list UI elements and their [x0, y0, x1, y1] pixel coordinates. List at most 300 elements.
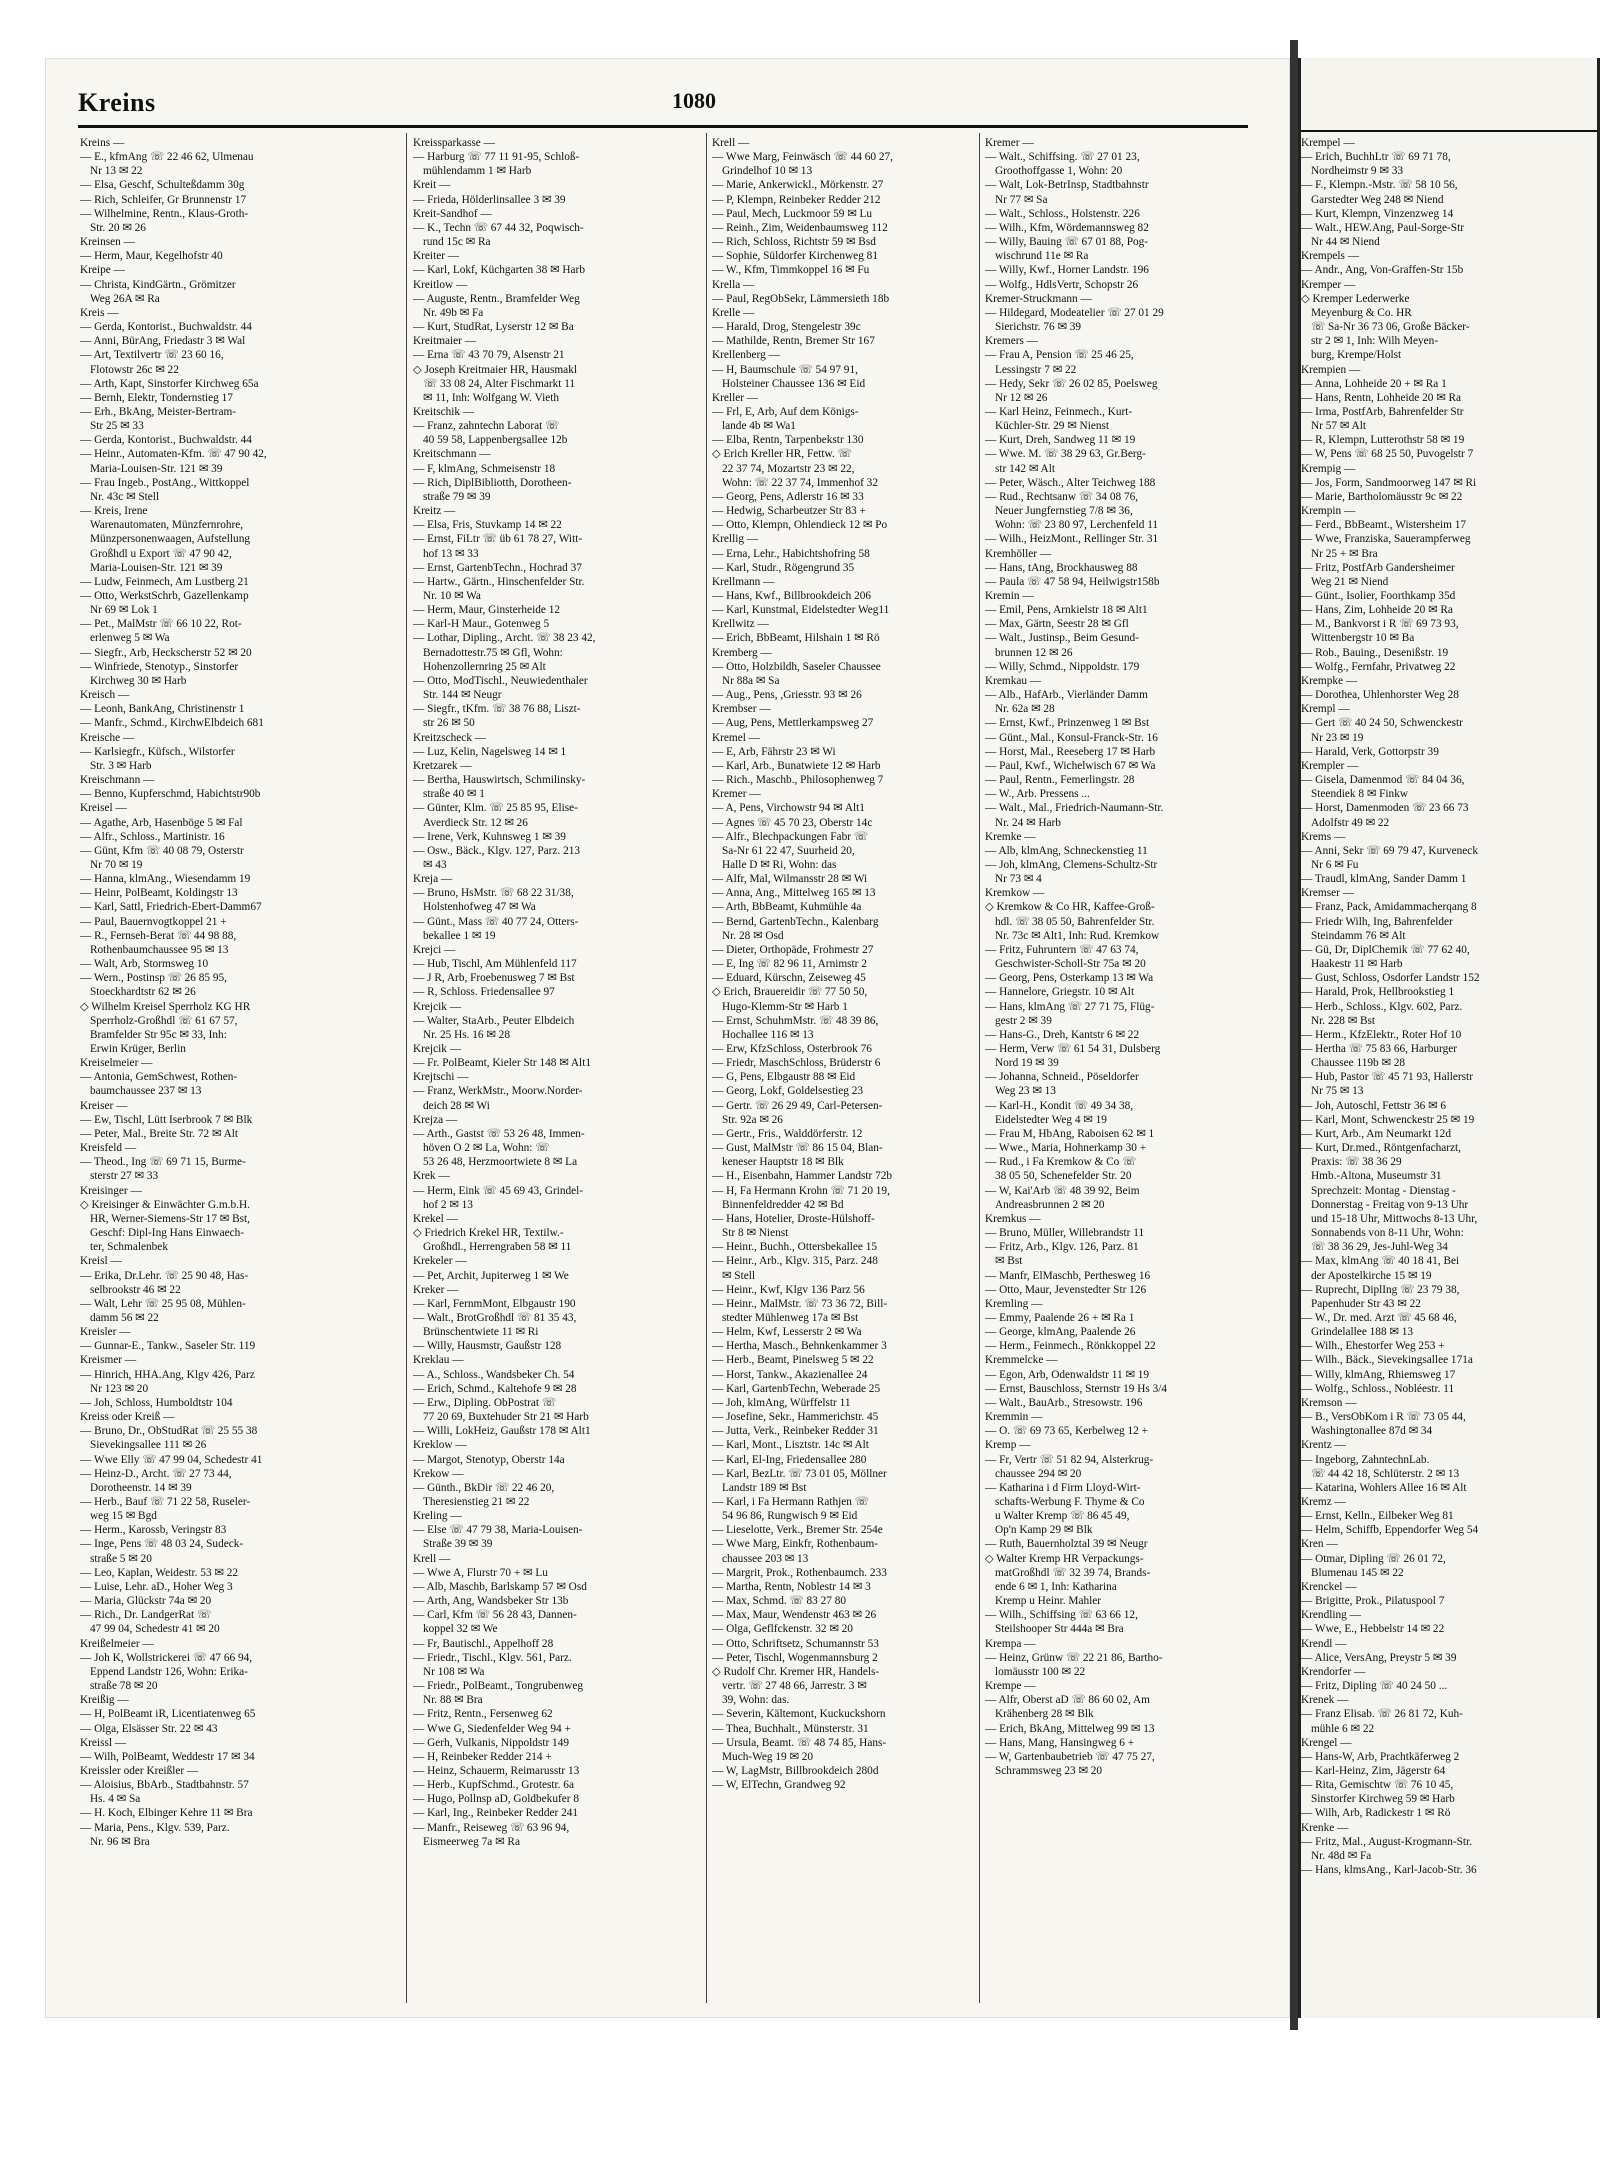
directory-entry: — Friedr., Tischl., Klgv. 561, Parz.	[413, 1651, 572, 1664]
directory-entry: — Herb., Schloss., Klgv. 602, Parz.	[1301, 1000, 1463, 1013]
directory-entry: Krempa —	[985, 1637, 1036, 1650]
directory-entry: — Dieter, Orthopäde, Frohmestr 27	[712, 943, 874, 956]
directory-entry: Eismeerweg 7a ✉ Ra	[423, 1835, 520, 1848]
directory-entry: ✉ 43	[423, 858, 447, 871]
directory-entry: Krempels —	[1301, 250, 1360, 263]
directory-entry: Neuer Jungfernstieg 7/8 ✉ 36,	[995, 505, 1133, 518]
directory-entry: Hugo-Klemm-Str ✉ Harb 1	[722, 1000, 848, 1013]
directory-entry: — Agathe, Arb, Hasenböge 5 ✉ Fal	[80, 816, 243, 829]
directory-entry: Halle D ✉ Ri, Wohn: das	[722, 858, 837, 871]
directory-entry: — M., Bankvorst i R ☏ 69 73 93,	[1301, 618, 1459, 631]
directory-entry: — W, Kai'Arb ☏ 48 39 92, Beim	[985, 1184, 1140, 1197]
directory-entry: — Max, Maur, Wendenstr 463 ✉ 26	[712, 1609, 877, 1622]
directory-entry: — Wwe Marg, Feinwäsch ☏ 44 60 27,	[712, 151, 893, 164]
directory-entry: — W, ElTechn, Grandweg 92	[712, 1779, 846, 1792]
directory-entry: — Wwe., Maria, Hohnerkamp 30 +	[985, 1142, 1147, 1155]
directory-entry: — Hans, Zim, Lohheide 20 ✉ Ra	[1301, 604, 1453, 617]
directory-entry: Meyenburg & Co. HR	[1311, 306, 1412, 319]
directory-entry: — Fr, Bautischl., Appelhoff 28	[413, 1637, 554, 1650]
directory-entry: Nr. 28 ✉ Osd	[722, 929, 784, 942]
directory-entry: — Joh K, Wollstrickerei ☏ 47 66 94,	[80, 1651, 253, 1664]
directory-entry: — Karl, Mont, Schwenckestr 25 ✉ 19	[1301, 1113, 1475, 1126]
directory-entry: — A., Schloss., Wandsbeker Ch. 54	[413, 1368, 575, 1381]
directory-entry: Krejcik —	[413, 1043, 461, 1055]
directory-entry: Krekel —	[413, 1212, 458, 1225]
directory-entry: 47 99 04, Schedestr 41 ✉ 20	[90, 1623, 220, 1636]
directory-entry: Kreisch —	[80, 689, 130, 702]
directory-entry: — E, Ing ☏ 82 96 11, Arnimstr 2	[712, 958, 867, 971]
directory-entry: Krempin —	[1301, 505, 1356, 518]
directory-entry: — Rich., Maschb., Philosophenweg 7	[712, 774, 884, 787]
directory-entry: — Pet, Archit, Jupiterweg 1 ✉ We	[413, 1269, 569, 1282]
directory-entry: — Frau A, Pension ☏ 25 46 25,	[985, 349, 1134, 362]
directory-entry: 38 05 50, Schenefelder Str. 20	[995, 1170, 1132, 1183]
directory-entry: — Herm., KfzElektr., Roter Hof 10	[1301, 1028, 1462, 1041]
directory-entry: — Wilh., Kfm, Wördemannsweg 82	[985, 221, 1149, 234]
directory-entry: Kreisfeld —	[80, 1142, 137, 1155]
directory-entry: — W, LagMstr, Billbrookdeich 280d	[712, 1764, 879, 1777]
directory-entry: Geschf: Dipl-Ing Hans Einwaech-	[90, 1227, 245, 1240]
directory-entry: Kremper —	[1301, 278, 1356, 291]
directory-entry: matGroßhdl ☏ 32 39 74, Brands-	[995, 1566, 1151, 1579]
directory-entry: — Heinr., Buchh., Ottersbekallee 15	[712, 1241, 878, 1254]
directory-entry: — Joh, Autoschl, Fettstr 36 ✉ 6	[1301, 1099, 1447, 1112]
directory-entry: Kreins —	[80, 137, 125, 149]
directory-entry: Sonnabends von 8-11 Uhr, Wohn:	[1311, 1227, 1464, 1240]
directory-entry: — Paul, RegObSekr, Lämmersieth 18b	[712, 292, 890, 305]
directory-entry: der Apostelkirche 15 ✉ 19	[1311, 1269, 1432, 1282]
directory-entry: ◇ Friedrich Krekel HR, Textilw.-	[413, 1227, 564, 1240]
directory-entry: ✉ Stell	[722, 1269, 756, 1282]
directory-entry: ☏ 38 36 29, Jes-Juhl-Weg 34	[1311, 1241, 1448, 1254]
directory-entry: — Antonia, GemSchwest, Rothen-	[80, 1071, 238, 1084]
directory-entry: — H, Fa Hermann Krohn ☏ 71 20 19,	[712, 1184, 890, 1197]
directory-entry: Sierichstr. 76 ✉ 39	[995, 321, 1082, 334]
directory-entry: Maria-Louisen-Str. 121 ✉ 39	[90, 561, 223, 574]
directory-entry: — Bertha, Hauswirtsch, Schmilinsky-	[413, 774, 586, 787]
directory-entry: — E, Arb, Fährstr 23 ✉ Wi	[712, 745, 836, 758]
directory-entry: — Walt, Arb, Stormsweg 10	[80, 958, 209, 971]
directory-entry: Kretzarek —	[413, 759, 472, 772]
directory-entry: — R., Fernseh-Berat ☏ 44 98 88,	[80, 929, 237, 942]
directory-entry: und 15-18 Uhr, Mittwochs 8-13 Uhr,	[1311, 1212, 1478, 1225]
directory-entry: Krendling —	[1301, 1609, 1361, 1622]
directory-entry: — Hans, klmAng ☏ 27 71 75, Flüg-	[985, 1000, 1155, 1013]
directory-entry: 22 37 74, Mozartstr 23 ✉ 22,	[722, 462, 855, 475]
directory-entry: lomäusstr 100 ✉ 22	[995, 1665, 1086, 1678]
directory-entry: — Georg, Pens, Adlerstr 16 ✉ 33	[712, 490, 864, 503]
directory-entry: — Karl, BezLtr. ☏ 73 01 05, Möllner	[712, 1467, 887, 1480]
directory-entry: — Hildegard, Modeatelier ☏ 27 01 29	[985, 306, 1164, 319]
directory-entry: Krellenberg —	[712, 349, 780, 362]
directory-entry: — Siegfr., tKfm. ☏ 38 76 88, Liszt-	[413, 703, 581, 716]
directory-entry: — Olga, Elsässer Str. 22 ✉ 43	[80, 1722, 218, 1735]
directory-entry: — Reinh., Zim, Weidenbaumsweg 112	[712, 221, 888, 234]
directory-entry: — Carl, Kfm ☏ 56 28 43, Dannen-	[413, 1609, 577, 1622]
directory-entry: — Wolfg., Schloss., Nobléestr. 11	[1301, 1382, 1455, 1395]
directory-entry: — Wwe, E., Hebbelstr 14 ✉ 22	[1301, 1623, 1445, 1636]
directory-entry: — Willy, Hausmstr, Gaußstr 128	[413, 1340, 562, 1353]
directory-entry: Kreisinger —	[80, 1184, 142, 1197]
directory-entry: Krähenberg 28 ✉ Blk	[995, 1708, 1094, 1721]
directory-entry: — Christa, KindGärtn., Grömitzer	[80, 278, 236, 291]
directory-entry: Krella —	[712, 278, 755, 291]
directory-entry: Kremmelcke —	[985, 1354, 1058, 1367]
directory-entry: Krellig —	[712, 533, 759, 546]
directory-entry: damm 56 ✉ 22	[90, 1311, 159, 1324]
directory-entry: Brünschentwiete 11 ✉ Ri	[423, 1326, 539, 1339]
directory-entry: — Sophie, Süldorfer Kirchenweg 81	[712, 250, 878, 263]
directory-entry: — Frieda, Hölderlinsallee 3 ✉ 39	[413, 193, 566, 206]
directory-entry: Straße 39 ✉ 39	[423, 1538, 493, 1551]
directory-entry: Kreissl —	[80, 1736, 127, 1749]
directory-entry: — Gert ☏ 40 24 50, Schwenckestr	[1301, 717, 1463, 730]
directory-entry: Kremke —	[985, 830, 1036, 843]
directory-entry: Geschwister-Scholl-Str 75a ✉ 20	[995, 958, 1146, 971]
directory-entry: — Alfr, Mal, Wilmansstr 28 ✉ Wi	[712, 873, 868, 886]
directory-entry: chaussee 203 ✉ 13	[722, 1552, 809, 1565]
directory-entry: — Karl-Heinz, Zim, Jägerstr 64	[1301, 1764, 1446, 1777]
directory-entry: — Marie, Ankerwickl., Mörkenstr. 27	[712, 179, 884, 192]
directory-entry: — Luz, Kelin, Nagelsweg 14 ✉ 1	[413, 745, 567, 758]
directory-entry: Weg 23 ✉ 13	[995, 1085, 1056, 1098]
directory-entry: — Hans, Rentn, Lohheide 20 ✉ Ra	[1301, 391, 1462, 404]
directory-entry: — Otto, Klempn, Ohlendieck 12 ✉ Po	[712, 519, 888, 532]
directory-entry: — H, PolBeamt iR, Licentiatenweg 65	[80, 1708, 256, 1721]
directory-entry: — Hans-G., Dreh, Kantstr 6 ✉ 22	[985, 1028, 1140, 1041]
directory-entry: — Alb, klmAng, Schneckenstieg 11	[985, 844, 1148, 857]
directory-entry: Holstenhofweg 47 ✉ Wa	[423, 901, 536, 914]
directory-entry: — Walt, Lok-BetrInsp, Stadtbahnstr	[985, 179, 1149, 192]
directory-entry: Nr. 43c ✉ Stell	[90, 490, 160, 503]
directory-entry: — Herb., Bauf ☏ 71 22 58, Ruseler-	[80, 1496, 251, 1508]
directory-entry: — Erich, BbBeamt, Hilshain 1 ✉ Rö	[712, 632, 880, 645]
directory-entry: Kremer —	[712, 788, 761, 801]
directory-entry: Krejtschi —	[413, 1071, 469, 1084]
directory-entry: — Herm, Maur, Kegelhofstr 40	[80, 250, 223, 263]
directory-entry: — Johanna, Schneid., Pöseldorfer	[985, 1071, 1139, 1084]
directory-entry: — Irma, PostfArb, Bahrenfelder Str	[1301, 405, 1464, 418]
directory-entry: Krengel —	[1301, 1736, 1352, 1749]
directory-entry: — Harald, Prok, Hellbrookstieg 1	[1301, 986, 1455, 999]
directory-entry: — Alfr., Blechpackungen Fabr ☏	[712, 830, 868, 843]
directory-entry: — Arth, Ang, Wandsbeker Str 13b	[413, 1595, 569, 1608]
directory-entry: Kreit —	[413, 179, 451, 192]
directory-entry: — Karl, Sattl, Friedrich-Ebert-Damm67	[80, 901, 262, 914]
directory-entry: Str. 20 ✉ 26	[90, 221, 146, 234]
directory-entry: — Anni, BürAng, Friedastr 3 ✉ Wal	[80, 335, 246, 348]
directory-entry: Krejza —	[413, 1113, 458, 1126]
directory-entry: — Otto, Maur, Jevenstedter Str 126	[985, 1283, 1147, 1296]
directory-entry: Hs. 4 ✉ Sa	[90, 1793, 141, 1806]
directory-entry: — Erich, Schmd., Kaltehofe 9 ✉ 28	[413, 1382, 577, 1395]
adjacent-directory-page	[1298, 58, 1600, 2018]
directory-entry: Rothenbaumchaussee 95 ✉ 13	[90, 943, 229, 956]
directory-entry: — Erh., BkAng, Meister-Bertram-	[80, 405, 237, 418]
directory-entry: wischrund 11e ✉ Ra	[995, 250, 1089, 263]
directory-entry: — Heinr., MalMstr. ☏ 73 36 72, Bill-	[712, 1297, 888, 1310]
directory-entry: Kremers —	[985, 335, 1039, 348]
directory-entry: — Otto, Schriftsetz, Schumannstr 53	[712, 1637, 879, 1650]
directory-entry: Nr. 49b ✉ Fa	[423, 306, 484, 319]
directory-entry: — Manfr., Schmd., KirchwElbdeich 681	[80, 717, 264, 730]
directory-entry: Weg 21 ✉ Niend	[1311, 575, 1389, 588]
directory-entry: — Manfr., Reiseweg ☏ 63 96 94,	[413, 1821, 570, 1834]
directory-entry: — W, Gartenbaubetrieb ☏ 47 75 27,	[985, 1750, 1155, 1763]
directory-entry: — Karl, Studr., Rögengrund 35	[712, 561, 855, 574]
directory-entry: rund 15c ✉ Ra	[423, 236, 491, 249]
directory-entry: Kren —	[1301, 1538, 1338, 1551]
directory-entry: Praxis: ☏ 38 36 29	[1311, 1156, 1402, 1169]
directory-entry: — Ferd., BbBeamt., Wistersheim 17	[1301, 519, 1467, 532]
directory-entry: 77 20 69, Buxtehuder Str 21 ✉ Harb	[423, 1411, 589, 1424]
directory-entry: — Emil, Pens, Arnkielstr 18 ✉ Alt1	[985, 604, 1148, 617]
directory-entry: — Anna, Ang., Mittelweg 165 ✉ 13	[712, 887, 876, 900]
directory-entry: schafts-Werbung F. Thyme & Co	[995, 1496, 1145, 1508]
directory-entry: deich 28 ✉ Wi	[423, 1099, 490, 1112]
directory-entry: — Ernst, Kelln., Eilbeker Weg 81	[1301, 1510, 1454, 1523]
directory-entry: — Heinr., Automaten-Kfm. ☏ 47 90 42,	[80, 448, 267, 461]
directory-entry: — Brigitte, Prok., Pilatuspool 7	[1301, 1595, 1445, 1608]
directory-entry: — Otto, WerkstSchrb, Gazellenkamp	[80, 590, 249, 602]
directory-entry: — Horst, Tankw., Akazienallee 24	[712, 1368, 868, 1381]
directory-entry: Kreiser —	[80, 1099, 128, 1112]
directory-entry: — Heinz-D., Archt. ☏ 27 73 44,	[80, 1467, 232, 1480]
directory-entry: 53 26 48, Herzmoortwiete 8 ✉ La	[423, 1156, 578, 1169]
directory-entry: — Anni, Sekr ☏ 69 79 47, Kurveneck	[1301, 844, 1478, 857]
directory-entry: ◇ Erich Kreller HR, Fettw. ☏	[712, 448, 852, 461]
directory-entry: Krembser —	[712, 703, 771, 716]
directory-entry: — Hertha, Masch., Behnkenkammer 3	[712, 1340, 887, 1353]
directory-entry: Adolfstr 49 ✉ 22	[1311, 816, 1390, 829]
directory-entry: — W., Dr. med. Arzt ☏ 45 68 46,	[1301, 1311, 1457, 1324]
directory-entry: Kremberg —	[712, 646, 772, 659]
directory-entry: Lessingstr 7 ✉ 22	[995, 363, 1077, 376]
directory-entry: Krempel —	[1301, 137, 1355, 149]
directory-entry: — Leonh, BankAng, Christinenstr 1	[80, 703, 245, 716]
directory-entry: Washingtonallee 87d ✉ 34	[1311, 1425, 1433, 1438]
directory-entry: — Hugo, Pollnsp aD, Goldbekufer 8	[413, 1793, 579, 1806]
directory-entry: — Franz, WerkMstr., Moorw.Norder-	[413, 1085, 583, 1098]
directory-entry: Kremer-Struckmann —	[985, 292, 1092, 305]
directory-entry: — Herm., Feinmech., Rönkkoppel 22	[985, 1340, 1156, 1353]
directory-entry: — Auguste, Rentn., Bramfelder Weg	[413, 292, 580, 305]
directory-entry: Krek —	[413, 1170, 450, 1183]
directory-entry: — Kreis, Irene	[80, 505, 148, 518]
directory-entry: Kreische —	[80, 731, 135, 744]
directory-entry: Bernadottestr.75 ✉ Gfl, Wohn:	[423, 646, 563, 659]
directory-entry: — Friedr Wilh, Ing, Bahrenfelder	[1301, 915, 1453, 928]
directory-entry: — Art, Textilvertr ☏ 23 60 16,	[80, 349, 224, 362]
directory-entry: Papenhuder Str 43 ✉ 22	[1311, 1297, 1421, 1310]
directory-entry: Kremhöller —	[985, 547, 1052, 560]
directory-entry: hdl. ☏ 38 05 50, Bahrenfelder Str.	[995, 915, 1155, 928]
directory-entry: — Fritz, Arb., Klgv. 126, Parz. 81	[985, 1241, 1139, 1254]
directory-entry: str 2 ✉ 1, Inh: Wilh Meyen-	[1311, 335, 1439, 348]
directory-entry: — Franz Elisab. ☏ 26 81 72, Kuh-	[1301, 1708, 1463, 1721]
directory-entry: Haakestr 11 ✉ Harb	[1311, 958, 1403, 971]
directory-entry: ◇ Kremper Lederwerke	[1301, 292, 1410, 305]
directory-entry: ☏ 44 42 18, Schlüterstr. 2 ✉ 13	[1311, 1467, 1460, 1480]
directory-entry: Hohenzollernring 25 ✉ Alt	[423, 660, 546, 673]
directory-entry: Nr 108 ✉ Wa	[423, 1665, 485, 1678]
directory-entry: — Harald, Drog, Stengelestr 39c	[712, 321, 861, 334]
directory-entry: Binnenfeldredder 42 ✉ Bd	[722, 1198, 844, 1211]
directory-entry: Kreit-Sandhof —	[413, 207, 492, 220]
directory-entry: Groothoffgasse 1, Wohn: 20	[995, 165, 1123, 178]
directory-entry: — Rich, DiplBibliotth, Dorotheen-	[413, 476, 572, 489]
directory-entry: Kreißig —	[80, 1694, 129, 1707]
directory-entry: Nr 13 ✉ 22	[90, 165, 143, 178]
directory-entry: — Erika, Dr.Lehr. ☏ 25 90 48, Has-	[80, 1269, 249, 1282]
directory-entry: Kreisel —	[80, 802, 127, 815]
directory-entry: Holsteiner Chaussee 136 ✉ Eid	[722, 377, 866, 390]
directory-entry: Kreitz —	[413, 505, 456, 518]
directory-entry: Warenautomaten, Münzfernrohre,	[90, 519, 244, 532]
directory-entry: — Gust, MalMstr ☏ 86 15 04, Blan-	[712, 1142, 883, 1155]
directory-entry: — Peter, Tischl, Wogenmannsburg 2	[712, 1651, 878, 1664]
directory-entry: — Günt., Mal., Konsul-Franck-Str. 16	[985, 731, 1158, 744]
directory-entry: — P, Klempn, Reinbeker Redder 212	[712, 193, 881, 206]
directory-entry: — Friedr, MaschSchloss, Brüderstr 6	[712, 1057, 881, 1070]
directory-entry: Kremkow —	[985, 887, 1045, 900]
directory-entry: — H, Baumschule ☏ 54 97 91,	[712, 363, 858, 376]
directory-entry: Kreling —	[413, 1510, 462, 1523]
directory-entry: — Walt., HEW.Ang, Paul-Sorge-Str	[1301, 221, 1464, 234]
directory-entry: Kreker —	[413, 1283, 459, 1296]
directory-entry: — Martha, Rentn, Noblestr 14 ✉ 3	[712, 1580, 871, 1593]
directory-entry: — Otto, Holzbildh, Saseler Chaussee	[712, 660, 881, 673]
directory-entry: — Karl-H Maur., Gotenweg 5	[413, 618, 550, 631]
directory-entry: — Hans, tAng, Brockhausweg 88	[985, 561, 1138, 574]
directory-entry: — Joh, Schloss, Humboldtstr 104	[80, 1396, 233, 1409]
directory-entry: — Wilh., HeizMont., Rellinger Str. 31	[985, 533, 1159, 546]
directory-entry: ✉ Bst	[995, 1255, 1023, 1268]
directory-entry: brunnen 12 ✉ 26	[995, 646, 1073, 659]
directory-entry: — Dorothea, Uhlenhorster Weg 28	[1301, 689, 1459, 702]
directory-entry: Kreitmaier —	[413, 335, 477, 348]
directory-entry: — Ernst, FiLtr ☏ üb 61 78 27, Witt-	[413, 533, 583, 546]
directory-entry: — Irene, Verk, Kuhnsweg 1 ✉ 39	[413, 830, 566, 843]
directory-entry: — Karl-H., Kondit ☏ 49 34 38,	[985, 1099, 1134, 1112]
directory-entry: — Heinr., Arb., Klgv. 315, Parz. 248	[712, 1255, 878, 1268]
directory-entry: — Rich., Dr. LandgerRat ☏	[80, 1609, 212, 1622]
directory-entry: gestr 2 ✉ 39	[995, 1014, 1052, 1027]
directory-entry: — Arth, BbBeamt, Kuhmühle 4a	[712, 901, 862, 914]
directory-entry: Kreinsen —	[80, 236, 135, 249]
directory-entry: — Max, Gärtn, Seestr 28 ✉ Gfl	[985, 618, 1129, 631]
directory-entry: Krellmann —	[712, 575, 775, 588]
directory-entry: — Gerh, Vulkanis, Nippoldstr 149	[413, 1736, 570, 1749]
directory-entry: — Hub, Pastor ☏ 45 71 93, Hallerstr	[1301, 1071, 1473, 1084]
directory-entry: Stoeckhardtstr 62 ✉ 26	[90, 986, 196, 999]
directory-entry: — Mathilde, Rentn, Bremer Str 167	[712, 335, 875, 348]
directory-entry: ◇ Kremkow & Co HR, Kaffee-Groß-	[985, 901, 1155, 914]
directory-entry: — Karl, Arb., Bunatwiete 12 ✉ Harb	[712, 759, 881, 772]
directory-entry: höven O 2 ✉ La, Wohn: ☏	[423, 1142, 550, 1155]
directory-entry: — Franz, zahntechn Laborat ☏	[413, 420, 560, 433]
directory-entry: u Walter Kremp ☏ 86 45 49,	[995, 1510, 1130, 1523]
directory-entry: — Katharina i d Firm Lloyd-Wirt-	[985, 1481, 1141, 1494]
directory-entry: — Ew, Tischl, Lütt Iserbrook 7 ✉ Blk	[80, 1113, 253, 1126]
directory-entry: — Fritz, PostfArb Gandersheimer	[1301, 561, 1455, 574]
directory-entry: — Ernst, GartenbTechn., Hochrad 37	[413, 561, 582, 574]
directory-entry: Krellwitz —	[712, 618, 769, 631]
directory-entry: — Erna, Lehr., Habichtshofring 58	[712, 547, 870, 560]
directory-entry: Averdieck Str. 12 ✉ 26	[423, 816, 528, 829]
directory-entry: Krempke —	[1301, 674, 1358, 687]
directory-entry: Nr 69 ✉ Lok 1	[90, 604, 158, 617]
directory-entry: — R, Schloss. Friedensallee 97	[413, 986, 555, 999]
directory-entry: Str. 92a ✉ 26	[722, 1113, 783, 1126]
directory-entry: Großhdl., Herrengraben 58 ✉ 11	[423, 1241, 572, 1254]
directory-entry: 39, Wohn: das.	[722, 1694, 790, 1707]
directory-entry: — Alice, VersAng, Preystr 5 ✉ 39	[1301, 1651, 1457, 1664]
directory-column-5	[1301, 136, 1600, 1986]
directory-entry: chaussee 294 ✉ 20	[995, 1467, 1082, 1480]
directory-entry: Blumenau 145 ✉ 22	[1311, 1566, 1404, 1579]
directory-entry: — Ursula, Beamt. ☏ 48 74 85, Hans-	[712, 1736, 887, 1749]
directory-entry: Küchler-Str. 29 ✉ Nienst	[995, 420, 1110, 433]
directory-entry: Kreissler oder Kreißler —	[80, 1764, 199, 1777]
directory-entry: — Karl, Mont., Lisztstr. 14c ✉ Alt	[712, 1439, 869, 1452]
directory-entry: — Karl Heinz, Feinmech., Kurt-	[985, 405, 1133, 418]
directory-entry: — Luise, Lehr. aD., Hoher Weg 3	[80, 1580, 233, 1593]
directory-entry: Steendiek 8 ✉ Finkw	[1311, 788, 1409, 801]
directory-entry: — Gust, Schloss, Osdorfer Landstr 152	[1301, 972, 1480, 985]
directory-entry: selbrookstr 46 ✉ 22	[90, 1283, 181, 1296]
page-number: 1080	[672, 88, 716, 113]
directory-entry: — Paul, Rentn., Femerlingstr. 28	[985, 774, 1135, 787]
directory-entry: — W., Kfm, Timmkoppel 16 ✉ Fu	[712, 264, 870, 277]
directory-entry: Nr 6 ✉ Fu	[1311, 858, 1359, 871]
directory-column-3	[712, 136, 992, 1986]
directory-entry: — Wwe G, Siedenfelder Weg 94 +	[413, 1722, 571, 1735]
directory-entry: — Bruno, Dr., ObStudRat ☏ 25 55 38	[80, 1425, 258, 1438]
directory-entry: Much-Weg 19 ✉ 20	[722, 1750, 814, 1763]
directory-entry: — Olga, Geflfckenstr. 32 ✉ 20	[712, 1623, 853, 1636]
directory-entry: Kreitlow —	[413, 278, 468, 291]
directory-entry: Kreller —	[712, 391, 759, 404]
directory-entry: ◇ Joseph Kreitmaier HR, Hausmakl	[413, 363, 577, 376]
directory-entry: Nr. 73c ✉ Alt1, Inh: Rud. Kremkow	[995, 929, 1160, 942]
directory-entry: — W., Arb. Pressens ...	[985, 788, 1090, 801]
directory-entry: straße 79 ✉ 39	[423, 490, 491, 503]
directory-entry: — Hinrich, HHA.Ang, Klgv 426, Parz	[80, 1368, 255, 1381]
directory-entry: Donnerstag - Freitag von 9-13 Uhr	[1311, 1198, 1469, 1211]
directory-entry: Nr. 62a ✉ 28	[995, 703, 1055, 716]
directory-entry: — Osw., Bäck., Klgv. 127, Parz. 213	[413, 844, 581, 857]
directory-entry: Maria-Louisen-Str. 121 ✉ 39	[90, 462, 223, 475]
directory-entry: Kremin —	[985, 590, 1034, 602]
directory-entry: Sa-Nr 61 22 47, Suurheid 20,	[722, 844, 855, 857]
directory-entry: — Anna, Lohheide 20 + ✉ Ra 1	[1301, 377, 1447, 390]
directory-entry: lande 4b ✉ Wa1	[722, 420, 796, 433]
directory-entry: — Walter, StaArb., Peuter Elbdeich	[413, 1014, 575, 1027]
directory-entry: Nr. 48d ✉ Fa	[1311, 1849, 1372, 1862]
directory-entry: — Frau M, HbAng, Raboisen 62 ✉ 1	[985, 1127, 1155, 1140]
directory-entry: — Gü, Dr, DiplChemik ☏ 77 62 40,	[1301, 943, 1470, 956]
directory-entry: ◇ Rudolf Chr. Kremer HR, Handels-	[712, 1665, 880, 1678]
directory-entry: Krentz —	[1301, 1439, 1346, 1452]
directory-entry: Op'n Kamp 29 ✉ Blk	[995, 1524, 1093, 1537]
directory-entry: — Horst, Mal., Reeseberg 17 ✉ Harb	[985, 745, 1156, 758]
directory-entry: — Emmy, Paalende 26 + ✉ Ra 1	[985, 1311, 1135, 1324]
directory-entry: Dorotheenstr. 14 ✉ 39	[90, 1481, 192, 1494]
column-divider	[406, 133, 407, 2003]
directory-entry: — Lothar, Dipling., Archt. ☏ 38 23 42,	[413, 632, 596, 645]
directory-entry: Krenckel —	[1301, 1580, 1357, 1593]
